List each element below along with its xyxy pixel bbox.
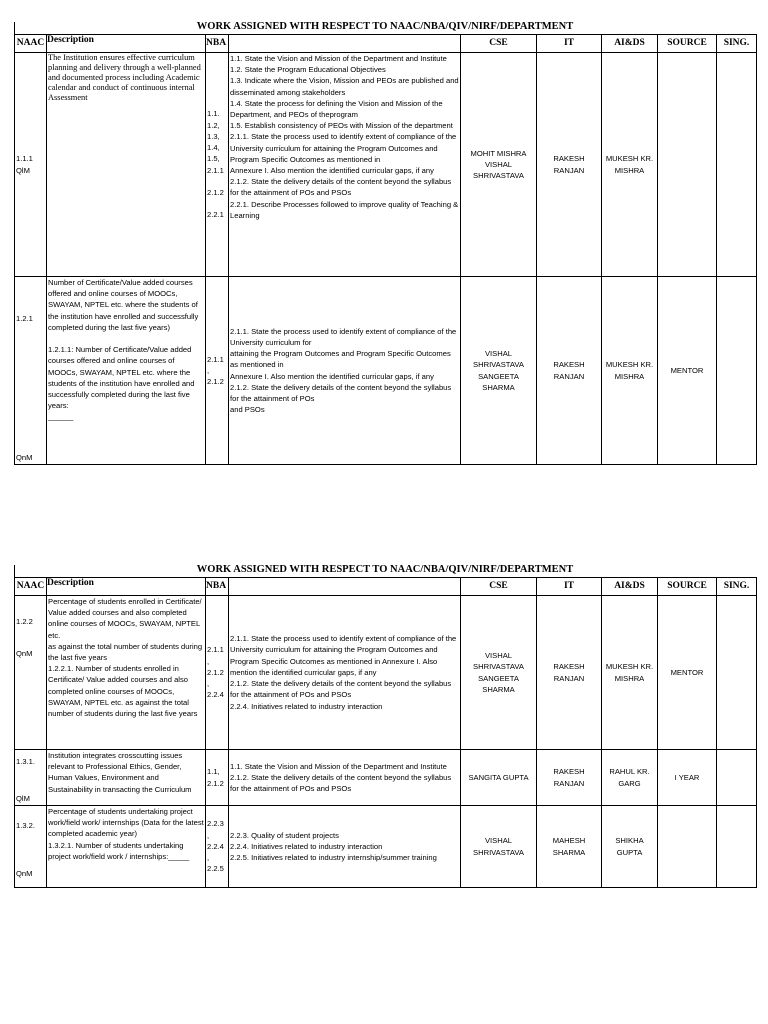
aids-assignee: SHIKHA GUPTA: [602, 806, 658, 888]
naac-code: 1.3.1.: [16, 757, 35, 766]
it-assignee: RAKESH RANJAN: [537, 277, 602, 465]
col-nba-text: [229, 578, 461, 596]
source-cell: MENTOR: [658, 277, 717, 465]
col-aids: AI&DS: [602, 35, 658, 53]
aids-assignee: MUKESH KR. MISHRA: [602, 596, 658, 750]
it-assignee: RAKESH RANJAN: [537, 750, 602, 806]
cse-assignee: VISHAL SHRIVASTAVA SANGEETA SHARMA: [461, 277, 537, 465]
col-sing: SING.: [717, 578, 757, 596]
naac-metric-type: QnM: [16, 868, 33, 878]
table-row: [15, 806, 757, 888]
sheet-title: WORK ASSIGNED WITH RESPECT TO NAAC/NBA/QIV/NIRF/DEPARTMENT: [196, 564, 574, 575]
col-sing: SING.: [717, 35, 757, 53]
signature-cell: [717, 277, 757, 465]
signature-cell: [717, 806, 757, 888]
it-assignee: RAKESH RANJAN: [537, 53, 602, 277]
source-cell: [658, 53, 717, 277]
nba-description: 1.1. State the Vision and Mission of the Department and Institute 2.1.2. State the delivery details of the content beyond the syllabus for the attainment of POs and PSOs: [229, 750, 461, 806]
nba-numbers: 2.1.1 , 2.1.2: [206, 277, 229, 465]
signature-cell: [717, 53, 757, 277]
aids-assignee: RAHUL KR. GARG: [602, 750, 658, 806]
col-naac: NAAC: [15, 578, 47, 596]
naac-metric-type: QnM: [16, 452, 33, 462]
col-cse: CSE: [461, 578, 537, 596]
nba-description: 2.1.1. State the process used to identify extent of compliance of the University curriculum for attaining the Program Outcomes and Program Specific Outcomes as mentioned in Annexure I. Also mention the identified curricular gaps, if any 2.1.2. State the delivery details of the content beyond the syllabus for the attainment of POs and PSOs: [229, 277, 461, 465]
naac-cell: [15, 750, 47, 806]
col-nba-text: [229, 35, 461, 53]
naac-cell: [15, 277, 47, 465]
cse-assignee: VISHAL SHRIVASTAVA: [461, 806, 537, 888]
naac-code: 1.3.2.: [16, 821, 35, 830]
col-it: IT: [537, 35, 602, 53]
col-nba: NBA: [206, 35, 229, 53]
source-cell: [658, 806, 717, 888]
nba-description: 2.2.3. Quality of student projects 2.2.4. Initiatives related to industry interaction 2.2.5. Initiatives related to industry internship/summer training: [229, 806, 461, 888]
col-nba: NBA: [206, 578, 229, 596]
description-cell: The Institution ensures effective curriculum planning and delivery through a well-planned and documented process including Academic calendar and conduct of continuous internal Assessment: [47, 53, 206, 277]
aids-assignee: MUKESH KR. MISHRA: [602, 277, 658, 465]
naac-cell: [15, 596, 47, 750]
naac-code: 1.2.2: [16, 617, 33, 626]
work-assignment-table: [14, 577, 757, 888]
naac-metric-type: QnM: [16, 649, 33, 658]
cse-assignee: VISHAL SHRIVASTAVA SANGEETA SHARMA: [461, 596, 537, 750]
col-naac: NAAC: [15, 35, 47, 53]
col-source: SOURCE: [658, 35, 717, 53]
table-row: [15, 596, 757, 750]
col-description: Description: [47, 578, 206, 596]
naac-code: 1.1.1 QlM: [15, 53, 47, 277]
naac-code: 1.2.1: [16, 314, 33, 323]
col-cse: CSE: [461, 35, 537, 53]
sheet-title: WORK ASSIGNED WITH RESPECT TO NAAC/NBA/QIV/NIRF/DEPARTMENT: [196, 21, 574, 32]
col-aids: AI&DS: [602, 578, 658, 596]
nba-description: 1.1. State the Vision and Mission of the Department and Institute 1.2. State the Program Educational Objectives 1.3. Indicate where the Vision, Mission and PEOs are published and disseminated among stakeholders 1.4. State the process for defining the Vision and Mission of the Department, and PEOs of theprogram 1.5. Establish consistency of PEOs with Mission of the department 2.1.1. State the process used to identify extent of compliance of the University curriculum for attaining the Program Outcomes and Program Specific Outcomes as mentioned in Annexure I. Also mention the identified curricular gaps, if any 2.1.2. State the delivery details of the content beyond the syllabus for the attainment of POs and PSOs 2.2.1. Describe Processes followed to improve quality of Teaching & Learning: [229, 53, 461, 277]
description-cell: Number of Certificate/Value added courses offered and online courses of MOOCs, SWAYAM, NPTEL etc. where the students of the institution have enrolled and successfully completed during the last five years) 1.2.1.1: Number of Certificate/Value added courses offered and online courses of MOOCs, SWAYAM, NPTEL etc. where the students of the institution have enrolled and successfully completed during the last five years: ______: [47, 277, 206, 465]
nba-description: 2.1.1. State the process used to identify extent of compliance of the University curriculum for attaining the Program Outcomes and Program Specific Outcomes as mentioned in Annexure I. Also mention the identified curricular gaps, if any 2.1.2. State the delivery details of the content beyond the syllabus for the attainment of POs and PSOs 2.2.4. Initiatives related to industry interaction: [229, 596, 461, 750]
cse-assignee: SANGITA GUPTA: [461, 750, 537, 806]
nba-numbers: 2.1.1 , 2.1.2 , 2.2.4: [206, 596, 229, 750]
work-assignment-table: [14, 34, 757, 465]
description-cell: Percentage of students enrolled in Certificate/ Value added courses and also completed online courses of MOOCs, SWAYAM, NPTEL etc. as against the total number of students during the last five years 1.2.2.1. Number of students enrolled in Certificate/ Value added courses and also completed online courses of MOOCs, SWAYAM, NPTEL etc. as against the total number of students during the last five years: [47, 596, 206, 750]
nba-numbers: 1.1, 2.1.2: [206, 750, 229, 806]
it-assignee: MAHESH SHARMA: [537, 806, 602, 888]
cse-assignee: MOHIT MISHRA VISHAL SHRIVASTAVA: [461, 53, 537, 277]
description-cell: Institution integrates crosscutting issues relevant to Professional Ethics, Gender, Human Values, Environment and Sustainability in transacting the Curriculum: [47, 750, 206, 806]
nba-numbers: 1.1. 1.2, 1.3, 1.4, 1.5, 2.1.1 2.1.2 2.2.1: [206, 53, 229, 277]
col-it: IT: [537, 578, 602, 596]
table-row: [15, 277, 757, 465]
col-source: SOURCE: [658, 578, 717, 596]
table-row: [15, 750, 757, 806]
table-row: [15, 53, 757, 277]
signature-cell: [717, 750, 757, 806]
header-row: [15, 35, 757, 53]
nba-numbers: 2.2.3 , 2.2.4 , 2.2.5: [206, 806, 229, 888]
signature-cell: [717, 596, 757, 750]
header-row: [15, 578, 757, 596]
source-cell: I YEAR: [658, 750, 717, 806]
aids-assignee: MUKESH KR. MISHRA: [602, 53, 658, 277]
naac-cell: [15, 806, 47, 888]
col-description: Description: [47, 35, 206, 53]
description-cell: Percentage of students undertaking project work/field work/ internships (Data for the latest completed academic year) 1.3.2.1. Number of students undertaking project work/field work / internships:_____: [47, 806, 206, 888]
naac-metric-type: QlM: [16, 793, 30, 803]
source-cell: MENTOR: [658, 596, 717, 750]
it-assignee: RAKESH RANJAN: [537, 596, 602, 750]
